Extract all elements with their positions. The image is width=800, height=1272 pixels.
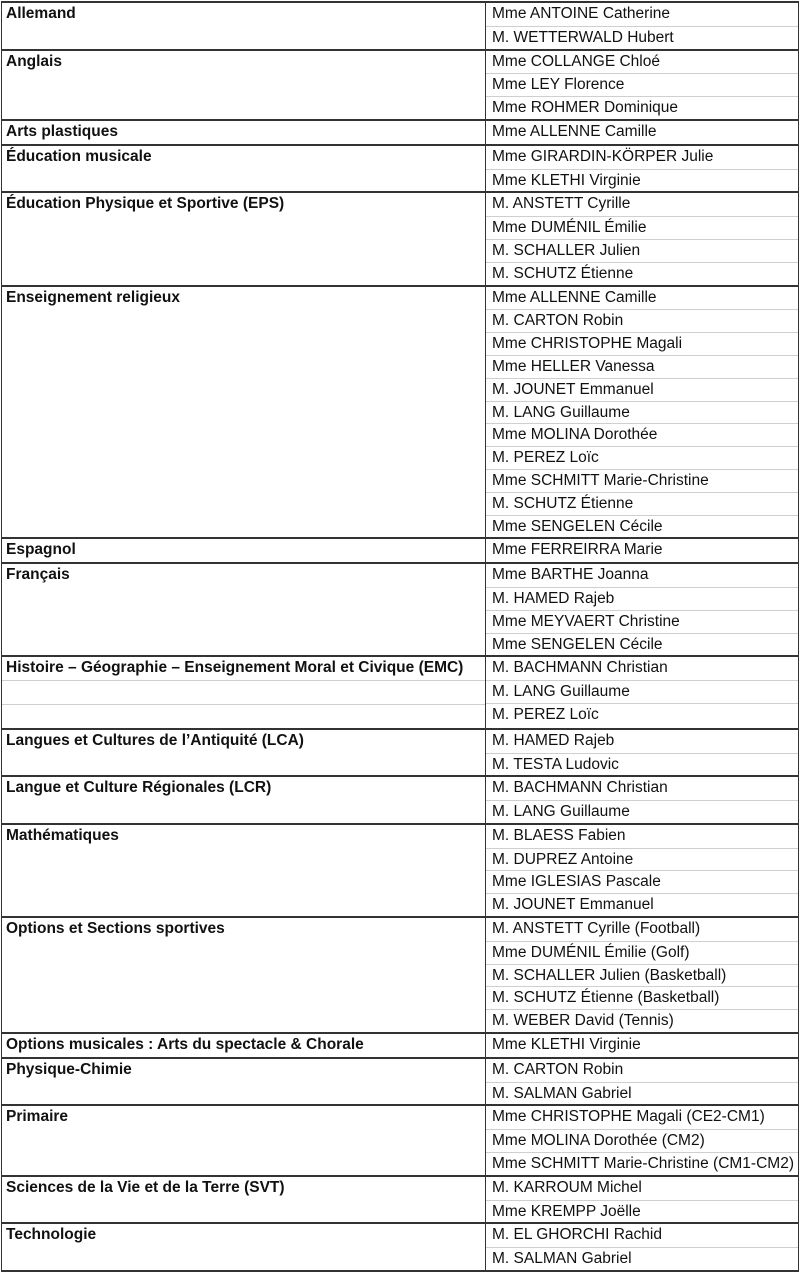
subject-cell <box>2 730 486 776</box>
teacher-name: Mme BARTHE Joanna <box>492 566 649 584</box>
subject-empty-cell <box>2 680 485 704</box>
teacher-list <box>486 121 798 144</box>
subject-group <box>2 1177 798 1225</box>
subject-empty-cell <box>2 704 485 728</box>
subject-cell <box>2 193 486 284</box>
teacher-name: M. HAMED Rajeb <box>492 731 615 749</box>
teacher-name: Mme KREMPP Joëlle <box>486 1200 798 1223</box>
teacher-name: M. BACHMANN Christian <box>492 659 668 677</box>
teacher-name: M. SCHUTZ Étienne (Basketball) <box>486 986 798 1009</box>
teacher-list <box>486 539 798 562</box>
teacher-list <box>486 825 798 916</box>
teacher-list <box>486 146 798 192</box>
subject-cell <box>2 3 486 49</box>
teacher-list <box>486 730 798 776</box>
subject-cell <box>2 918 486 1032</box>
subject-group <box>2 193 798 286</box>
teacher-name: Mme MOLINA Dorothée <box>486 423 798 446</box>
subject-cell <box>2 1177 486 1223</box>
teacher-list <box>486 1224 798 1270</box>
subject-label: Anglais <box>6 52 62 70</box>
teacher-name: M. ANSTETT Cyrille <box>492 195 631 213</box>
teacher-name: M. PEREZ Loïc <box>486 446 798 469</box>
teacher-name: M. CARTON Robin <box>486 309 798 332</box>
subject-group <box>2 777 798 825</box>
teacher-list <box>486 918 798 1032</box>
teacher-list <box>486 51 798 119</box>
subject-label: Options et Sections sportives <box>6 920 225 938</box>
subject-cell <box>2 825 486 916</box>
subject-cell <box>2 1224 486 1270</box>
subject-label: Éducation Physique et Sportive (EPS) <box>6 195 285 213</box>
teacher-name: Mme DUMÉNIL Émilie (Golf) <box>486 941 798 964</box>
subject-group <box>2 825 798 918</box>
subject-cell <box>2 1034 486 1057</box>
teacher-name: M. LANG Guillaume <box>486 401 798 424</box>
subject-group <box>2 918 798 1034</box>
subject-label: Technologie <box>6 1226 97 1244</box>
teacher-name: M. SCHUTZ Étienne <box>486 262 798 285</box>
subject-label: Éducation musicale <box>6 147 152 165</box>
subject-label: Options musicales : Arts du spectacle & Chorale <box>6 1036 364 1054</box>
subject-cell <box>2 1059 486 1105</box>
subject-label: Sciences de la Vie et de la Terre (SVT) <box>6 1178 285 1196</box>
subject-group <box>2 657 798 729</box>
subject-label: Espagnol <box>6 541 76 559</box>
teacher-name: Mme ALLENNE Camille <box>492 122 657 140</box>
subject-cell <box>2 121 486 144</box>
teacher-name: M. ANSTETT Cyrille (Football) <box>492 920 701 938</box>
teacher-name: Mme LEY Florence <box>486 73 798 96</box>
teacher-list <box>486 3 798 49</box>
teacher-list <box>486 1106 798 1174</box>
teacher-name: Mme SENGELEN Cécile <box>486 633 798 656</box>
teacher-name: M. SALMAN Gabriel <box>486 1247 798 1270</box>
teacher-name: Mme CHRISTOPHE Magali (CE2-CM1) <box>492 1108 765 1126</box>
teacher-name: M. EL GHORCHI Rachid <box>492 1226 662 1244</box>
teachers-table <box>1 1 799 1272</box>
subject-group <box>2 146 798 194</box>
subject-group <box>2 1059 798 1107</box>
subject-label: Allemand <box>6 5 76 22</box>
subject-group <box>2 287 798 540</box>
teacher-name: M. BLAESS Fabien <box>492 826 626 844</box>
teacher-name: M. BACHMANN Christian <box>492 779 668 797</box>
subject-cell <box>2 51 486 119</box>
teacher-list <box>486 1034 798 1057</box>
teacher-name: Mme SCHMITT Marie-Christine (CM1-CM2) <box>486 1152 798 1175</box>
teacher-name: M. SCHALLER Julien (Basketball) <box>486 964 798 987</box>
teacher-name: Mme GIRARDIN-KÖRPER Julie <box>492 147 714 165</box>
teacher-name: M. PEREZ Loïc <box>486 703 798 726</box>
teacher-list <box>486 193 798 284</box>
teacher-name: M. LANG Guillaume <box>486 680 798 703</box>
subject-cell <box>2 146 486 192</box>
subject-group <box>2 121 798 146</box>
teacher-name: Mme SENGELEN Cécile <box>486 515 798 538</box>
subject-group <box>2 1224 798 1270</box>
teacher-name: Mme HELLER Vanessa <box>486 355 798 378</box>
subject-label: Mathématiques <box>6 826 119 844</box>
teacher-name: M. SCHUTZ Étienne <box>486 492 798 515</box>
teacher-name: M. DUPREZ Antoine <box>486 848 798 871</box>
subject-cell <box>2 657 486 727</box>
subject-group <box>2 3 798 51</box>
teacher-name: M. HAMED Rajeb <box>486 587 798 610</box>
subject-label: Langues et Cultures de l’Antiquité (LCA) <box>6 731 304 749</box>
subject-label: Enseignement religieux <box>6 288 180 306</box>
subject-group <box>2 1106 798 1176</box>
subject-group <box>2 730 798 778</box>
subject-cell <box>2 539 486 562</box>
teacher-name: M. SCHALLER Julien <box>486 239 798 262</box>
subject-group <box>2 564 798 657</box>
teacher-name: M. LANG Guillaume <box>486 800 798 823</box>
subject-group <box>2 51 798 121</box>
teacher-list <box>486 657 798 727</box>
subject-cell <box>2 777 486 823</box>
teacher-name: Mme ROHMER Dominique <box>486 96 798 119</box>
teacher-name: Mme IGLESIAS Pascale <box>486 870 798 893</box>
teacher-name: M. KARROUM Michel <box>492 1178 642 1196</box>
teacher-name: Mme MEYVAERT Christine <box>486 610 798 633</box>
teacher-name: M. WETTERWALD Hubert <box>486 26 798 49</box>
teacher-name: Mme COLLANGE Chloé <box>492 52 660 70</box>
subject-label: Français <box>6 566 70 584</box>
subject-cell <box>2 287 486 538</box>
teacher-name: M. SALMAN Gabriel <box>486 1082 798 1105</box>
teacher-list <box>486 287 798 538</box>
subject-group <box>2 539 798 564</box>
teacher-name: Mme KLETHI Virginie <box>486 169 798 192</box>
teacher-name: M. TESTA Ludovic <box>486 753 798 776</box>
subject-label: Langue et Culture Régionales (LCR) <box>6 779 272 797</box>
teacher-name: M. CARTON Robin <box>492 1060 624 1078</box>
teacher-name: Mme DUMÉNIL Émilie <box>486 216 798 239</box>
teacher-name: M. JOUNET Emmanuel <box>486 378 798 401</box>
teacher-list <box>486 1177 798 1223</box>
subject-cell <box>2 564 486 655</box>
teacher-list <box>486 777 798 823</box>
teacher-list <box>486 1059 798 1105</box>
teacher-name: Mme ANTOINE Catherine <box>492 5 671 22</box>
subject-label: Primaire <box>6 1108 69 1126</box>
teacher-name: M. WEBER David (Tennis) <box>486 1009 798 1032</box>
subject-label: Histoire – Géographie – Enseignement Moral et Civique (EMC) <box>6 659 464 677</box>
subject-label: Arts plastiques <box>6 122 118 140</box>
teacher-name: Mme FERREIRRA Marie <box>492 541 663 559</box>
subject-cell <box>2 1106 486 1174</box>
teacher-name: Mme MOLINA Dorothée (CM2) <box>486 1129 798 1152</box>
teacher-name: Mme CHRISTOPHE Magali <box>486 332 798 355</box>
subject-group <box>2 1034 798 1059</box>
subject-label: Physique-Chimie <box>6 1060 132 1078</box>
teacher-list <box>486 564 798 655</box>
teacher-name: Mme KLETHI Virginie <box>492 1036 641 1054</box>
teacher-name: Mme ALLENNE Camille <box>492 288 657 306</box>
teacher-name: Mme SCHMITT Marie-Christine <box>486 469 798 492</box>
teacher-name: M. JOUNET Emmanuel <box>486 893 798 916</box>
